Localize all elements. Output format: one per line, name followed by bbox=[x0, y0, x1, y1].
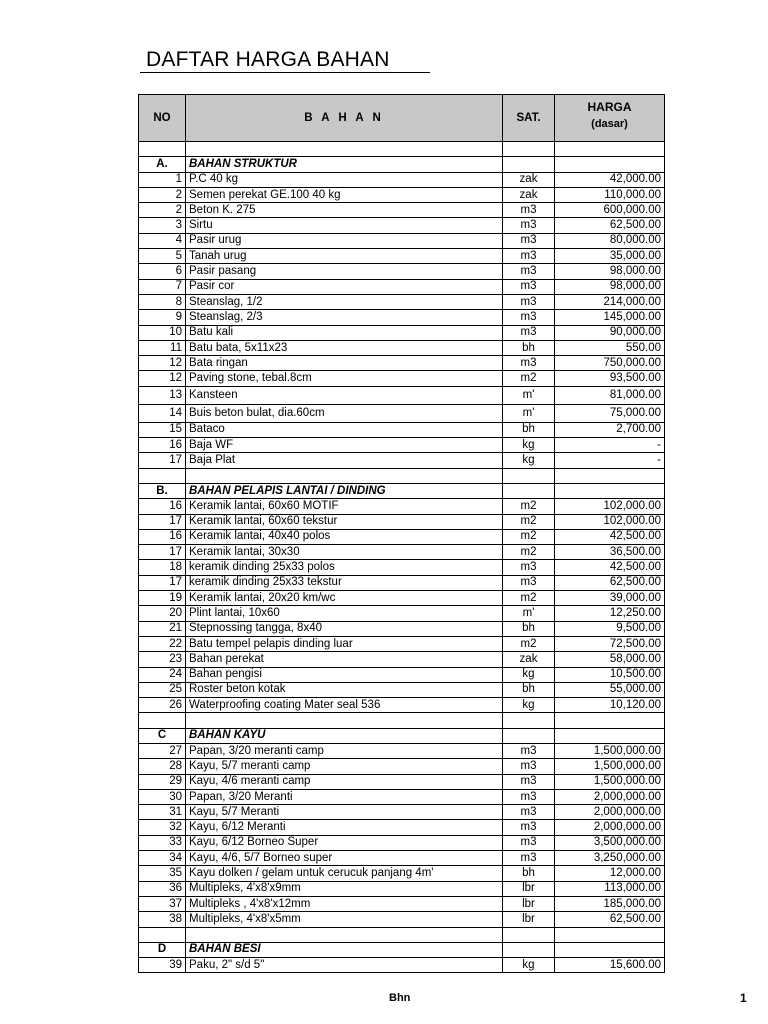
cell-harga: 10,120.00 bbox=[555, 698, 665, 713]
price-table bbox=[138, 94, 665, 973]
cell-bahan: Batu tempel pelapis dinding luar bbox=[186, 636, 503, 651]
cell-bahan: Kayu, 4/6 meranti camp bbox=[186, 774, 503, 789]
cell-harga: 2,700.00 bbox=[555, 422, 665, 437]
cell-no: 23 bbox=[139, 652, 186, 667]
cell-sat: m3 bbox=[503, 759, 555, 774]
cell-sat: m2 bbox=[503, 545, 555, 560]
cell-sat: kg bbox=[503, 453, 555, 468]
table-header-row bbox=[139, 95, 665, 142]
cell-harga: 1,500,000.00 bbox=[555, 759, 665, 774]
cell-bahan: Sirtu bbox=[186, 218, 503, 233]
table-row bbox=[139, 591, 665, 606]
blank-row bbox=[139, 713, 665, 728]
cell-sat: m' bbox=[503, 606, 555, 621]
table-row bbox=[139, 912, 665, 927]
cell-harga: 113,000.00 bbox=[555, 881, 665, 896]
cell-bahan: Tanah urug bbox=[186, 249, 503, 264]
cell-sat bbox=[503, 927, 555, 942]
cell-no: 13 bbox=[139, 386, 186, 404]
cell-bahan: keramik dinding 25x33 tekstur bbox=[186, 575, 503, 590]
cell-no: 34 bbox=[139, 851, 186, 866]
cell-bahan: Bahan perekat bbox=[186, 652, 503, 667]
cell-harga: 2,000,000.00 bbox=[555, 805, 665, 820]
cell-sat: bh bbox=[503, 422, 555, 437]
header-harga-sub: (dasar) bbox=[591, 118, 628, 130]
cell-bahan: Batu kali bbox=[186, 325, 503, 340]
cell-sat: m3 bbox=[503, 325, 555, 340]
cell-bahan: Keramik lantai, 60x60 MOTIF bbox=[186, 499, 503, 514]
cell-sat: m3 bbox=[503, 560, 555, 575]
cell-no bbox=[139, 713, 186, 728]
cell-bahan: Kayu, 6/12 Meranti bbox=[186, 820, 503, 835]
cell-harga: 62,500.00 bbox=[555, 575, 665, 590]
cell-sat: zak bbox=[503, 652, 555, 667]
page-title: DAFTAR HARGA BAHAN bbox=[146, 48, 390, 71]
cell-sat: m3 bbox=[503, 279, 555, 294]
section-row bbox=[139, 942, 665, 957]
table-row bbox=[139, 340, 665, 355]
cell-bahan: Roster beton kotak bbox=[186, 682, 503, 697]
cell-no: 10 bbox=[139, 325, 186, 340]
table-row bbox=[139, 422, 665, 437]
cell-sat bbox=[503, 728, 555, 743]
cell-bahan: Buis beton bulat, dia.60cm bbox=[186, 404, 503, 422]
cell-sat: m3 bbox=[503, 774, 555, 789]
cell-harga: 12,000.00 bbox=[555, 866, 665, 881]
cell-bahan bbox=[186, 927, 503, 942]
cell-harga: 2,000,000.00 bbox=[555, 820, 665, 835]
table-row bbox=[139, 958, 665, 973]
cell-bahan: Keramik lantai, 30x30 bbox=[186, 545, 503, 560]
cell-no: 16 bbox=[139, 438, 186, 453]
cell-bahan: Pasir pasang bbox=[186, 264, 503, 279]
table-row bbox=[139, 667, 665, 682]
table-row bbox=[139, 682, 665, 697]
cell-harga bbox=[555, 142, 665, 157]
cell-harga: 550.00 bbox=[555, 340, 665, 355]
cell-bahan: Steanslag, 1/2 bbox=[186, 294, 503, 309]
table-row bbox=[139, 264, 665, 279]
cell-bahan: Pasir urug bbox=[186, 233, 503, 248]
section-code: B. bbox=[139, 483, 186, 498]
cell-no: 33 bbox=[139, 835, 186, 850]
cell-sat: zak bbox=[503, 187, 555, 202]
cell-harga: 1,500,000.00 bbox=[555, 774, 665, 789]
cell-no: 21 bbox=[139, 621, 186, 636]
cell-no: 4 bbox=[139, 233, 186, 248]
cell-harga: 98,000.00 bbox=[555, 264, 665, 279]
cell-bahan: Baja Plat bbox=[186, 453, 503, 468]
cell-no: 26 bbox=[139, 698, 186, 713]
cell-harga: 42,000.00 bbox=[555, 172, 665, 187]
cell-no: 2 bbox=[139, 187, 186, 202]
header-no: NO bbox=[139, 95, 186, 142]
table-row bbox=[139, 514, 665, 529]
cell-bahan: Keramik lantai, 20x20 km/wc bbox=[186, 591, 503, 606]
cell-sat: kg bbox=[503, 958, 555, 973]
table-row bbox=[139, 310, 665, 325]
cell-harga: 2,000,000.00 bbox=[555, 789, 665, 804]
cell-sat: kg bbox=[503, 698, 555, 713]
cell-harga bbox=[555, 468, 665, 483]
header-sat: SAT. bbox=[503, 95, 555, 142]
page-number: 1 bbox=[740, 991, 747, 1005]
cell-sat: m3 bbox=[503, 575, 555, 590]
cell-sat: m3 bbox=[503, 820, 555, 835]
cell-harga bbox=[555, 483, 665, 498]
cell-sat bbox=[503, 483, 555, 498]
section-title: BAHAN PELAPIS LANTAI / DINDING bbox=[186, 483, 503, 498]
cell-no: 17 bbox=[139, 514, 186, 529]
cell-bahan: Papan, 3/20 meranti camp bbox=[186, 743, 503, 758]
cell-sat: m2 bbox=[503, 371, 555, 386]
cell-bahan: Waterproofing coating Mater seal 536 bbox=[186, 698, 503, 713]
header-harga bbox=[555, 95, 665, 142]
cell-sat: m3 bbox=[503, 310, 555, 325]
cell-harga: 10,500.00 bbox=[555, 667, 665, 682]
table-row bbox=[139, 325, 665, 340]
cell-harga bbox=[555, 728, 665, 743]
header-bahan: B A H A N bbox=[186, 95, 503, 142]
cell-no: 9 bbox=[139, 310, 186, 325]
cell-no: 20 bbox=[139, 606, 186, 621]
cell-harga: 36,500.00 bbox=[555, 545, 665, 560]
cell-harga: 145,000.00 bbox=[555, 310, 665, 325]
footer-sheet-label: Bhn bbox=[389, 992, 411, 1004]
section-code: C bbox=[139, 728, 186, 743]
table-row bbox=[139, 172, 665, 187]
cell-sat: bh bbox=[503, 340, 555, 355]
cell-sat: m3 bbox=[503, 356, 555, 371]
cell-bahan: Paku, 2" s/d 5" bbox=[186, 958, 503, 973]
cell-no: 35 bbox=[139, 866, 186, 881]
cell-no: 32 bbox=[139, 820, 186, 835]
cell-no: 14 bbox=[139, 404, 186, 422]
cell-bahan: Multipleks, 4'x8'x9mm bbox=[186, 881, 503, 896]
cell-harga: 1,500,000.00 bbox=[555, 743, 665, 758]
cell-no: 27 bbox=[139, 743, 186, 758]
cell-sat: m2 bbox=[503, 591, 555, 606]
cell-harga: 98,000.00 bbox=[555, 279, 665, 294]
cell-bahan: Multipleks, 4'x8'x5mm bbox=[186, 912, 503, 927]
cell-no: 17 bbox=[139, 545, 186, 560]
cell-no: 15 bbox=[139, 422, 186, 437]
cell-sat: m3 bbox=[503, 805, 555, 820]
cell-no: 19 bbox=[139, 591, 186, 606]
cell-bahan: Multipleks , 4'x8'x12mm bbox=[186, 896, 503, 911]
cell-harga: 72,500.00 bbox=[555, 636, 665, 651]
table-row bbox=[139, 805, 665, 820]
cell-harga: 42,500.00 bbox=[555, 560, 665, 575]
cell-sat: m3 bbox=[503, 203, 555, 218]
cell-sat: m' bbox=[503, 404, 555, 422]
cell-sat: m2 bbox=[503, 514, 555, 529]
cell-bahan: keramik dinding 25x33 polos bbox=[186, 560, 503, 575]
cell-bahan: Semen perekat GE.100 40 kg bbox=[186, 187, 503, 202]
cell-sat: zak bbox=[503, 172, 555, 187]
table-row bbox=[139, 575, 665, 590]
cell-no: 12 bbox=[139, 371, 186, 386]
cell-harga: 12,250.00 bbox=[555, 606, 665, 621]
section-row bbox=[139, 157, 665, 172]
cell-bahan: Kayu dolken / gelam untuk cerucuk panjang 4m' bbox=[186, 866, 503, 881]
cell-no: 5 bbox=[139, 249, 186, 264]
cell-harga bbox=[555, 927, 665, 942]
cell-bahan: Kayu, 4/6, 5/7 Borneo super bbox=[186, 851, 503, 866]
table-row bbox=[139, 356, 665, 371]
cell-harga: 214,000.00 bbox=[555, 294, 665, 309]
cell-bahan: Stepnossing tangga, 8x40 bbox=[186, 621, 503, 636]
cell-no: 22 bbox=[139, 636, 186, 651]
cell-sat: lbr bbox=[503, 896, 555, 911]
section-code: D bbox=[139, 942, 186, 957]
cell-harga bbox=[555, 713, 665, 728]
cell-no: 2 bbox=[139, 203, 186, 218]
cell-harga: 62,500.00 bbox=[555, 218, 665, 233]
section-title: BAHAN KAYU bbox=[186, 728, 503, 743]
cell-bahan: Bata ringan bbox=[186, 356, 503, 371]
cell-sat: m3 bbox=[503, 743, 555, 758]
table-row bbox=[139, 279, 665, 294]
table-row bbox=[139, 453, 665, 468]
table-row bbox=[139, 621, 665, 636]
cell-sat bbox=[503, 157, 555, 172]
cell-sat: m3 bbox=[503, 264, 555, 279]
cell-bahan: Baja WF bbox=[186, 438, 503, 453]
cell-no: 17 bbox=[139, 575, 186, 590]
cell-bahan bbox=[186, 713, 503, 728]
cell-no bbox=[139, 142, 186, 157]
cell-harga: 102,000.00 bbox=[555, 514, 665, 529]
cell-bahan: Bataco bbox=[186, 422, 503, 437]
table-row bbox=[139, 203, 665, 218]
cell-bahan: Kayu, 5/7 Meranti bbox=[186, 805, 503, 820]
cell-sat: lbr bbox=[503, 912, 555, 927]
cell-harga: 90,000.00 bbox=[555, 325, 665, 340]
cell-bahan: Plint lantai, 10x60 bbox=[186, 606, 503, 621]
table-row bbox=[139, 545, 665, 560]
cell-harga: - bbox=[555, 438, 665, 453]
cell-harga: 93,500.00 bbox=[555, 371, 665, 386]
table-row bbox=[139, 529, 665, 544]
table-row bbox=[139, 835, 665, 850]
cell-bahan: Batu bata, 5x11x23 bbox=[186, 340, 503, 355]
cell-bahan: Keramik lantai, 40x40 polos bbox=[186, 529, 503, 544]
cell-sat: bh bbox=[503, 682, 555, 697]
cell-bahan: Kayu, 6/12 Borneo Super bbox=[186, 835, 503, 850]
table-row bbox=[139, 759, 665, 774]
cell-sat: kg bbox=[503, 438, 555, 453]
blank-row bbox=[139, 468, 665, 483]
cell-bahan: Keramik lantai, 60x60 tekstur bbox=[186, 514, 503, 529]
cell-no: 31 bbox=[139, 805, 186, 820]
cell-no: 12 bbox=[139, 356, 186, 371]
table-row bbox=[139, 560, 665, 575]
table-row bbox=[139, 404, 665, 422]
cell-harga: 3,250,000.00 bbox=[555, 851, 665, 866]
cell-harga: 600,000.00 bbox=[555, 203, 665, 218]
cell-no: 3 bbox=[139, 218, 186, 233]
header-harga-label: HARGA bbox=[587, 100, 632, 114]
cell-sat: m2 bbox=[503, 529, 555, 544]
cell-no bbox=[139, 927, 186, 942]
table-row bbox=[139, 499, 665, 514]
cell-bahan: Steanslag, 2/3 bbox=[186, 310, 503, 325]
cell-no: 38 bbox=[139, 912, 186, 927]
cell-bahan: Papan, 3/20 Meranti bbox=[186, 789, 503, 804]
cell-harga bbox=[555, 157, 665, 172]
blank-row bbox=[139, 142, 665, 157]
cell-sat bbox=[503, 713, 555, 728]
cell-harga: 110,000.00 bbox=[555, 187, 665, 202]
table-row bbox=[139, 438, 665, 453]
cell-sat: m2 bbox=[503, 499, 555, 514]
cell-sat: m3 bbox=[503, 294, 555, 309]
cell-harga: 9,500.00 bbox=[555, 621, 665, 636]
cell-harga: 102,000.00 bbox=[555, 499, 665, 514]
table-row bbox=[139, 187, 665, 202]
table-row bbox=[139, 294, 665, 309]
cell-harga: 58,000.00 bbox=[555, 652, 665, 667]
cell-bahan: Bahan pengisi bbox=[186, 667, 503, 682]
cell-bahan: Pasir cor bbox=[186, 279, 503, 294]
cell-sat: bh bbox=[503, 866, 555, 881]
cell-harga bbox=[555, 942, 665, 957]
table-row bbox=[139, 743, 665, 758]
cell-no: 36 bbox=[139, 881, 186, 896]
cell-no: 18 bbox=[139, 560, 186, 575]
table-row bbox=[139, 698, 665, 713]
cell-no: 37 bbox=[139, 896, 186, 911]
cell-harga: 39,000.00 bbox=[555, 591, 665, 606]
table-row bbox=[139, 249, 665, 264]
table-row bbox=[139, 851, 665, 866]
table-row bbox=[139, 652, 665, 667]
cell-no: 8 bbox=[139, 294, 186, 309]
cell-no: 1 bbox=[139, 172, 186, 187]
cell-harga: - bbox=[555, 453, 665, 468]
cell-bahan: Paving stone, tebal.8cm bbox=[186, 371, 503, 386]
table-row bbox=[139, 386, 665, 404]
table-row bbox=[139, 218, 665, 233]
cell-harga: 3,500,000.00 bbox=[555, 835, 665, 850]
section-row bbox=[139, 728, 665, 743]
section-code: A. bbox=[139, 157, 186, 172]
table-row bbox=[139, 866, 665, 881]
cell-no: 30 bbox=[139, 789, 186, 804]
section-row bbox=[139, 483, 665, 498]
cell-sat: bh bbox=[503, 621, 555, 636]
title-underline bbox=[140, 72, 430, 73]
cell-no: 16 bbox=[139, 499, 186, 514]
cell-sat bbox=[503, 142, 555, 157]
cell-no: 16 bbox=[139, 529, 186, 544]
cell-bahan: P.C 40 kg bbox=[186, 172, 503, 187]
cell-harga: 185,000.00 bbox=[555, 896, 665, 911]
cell-bahan: Beton K. 275 bbox=[186, 203, 503, 218]
cell-sat: m3 bbox=[503, 233, 555, 248]
cell-harga: 80,000.00 bbox=[555, 233, 665, 248]
cell-no: 29 bbox=[139, 774, 186, 789]
table-row bbox=[139, 636, 665, 651]
cell-no: 28 bbox=[139, 759, 186, 774]
cell-sat: m3 bbox=[503, 218, 555, 233]
cell-no bbox=[139, 468, 186, 483]
cell-no: 24 bbox=[139, 667, 186, 682]
cell-harga: 750,000.00 bbox=[555, 356, 665, 371]
cell-harga: 35,000.00 bbox=[555, 249, 665, 264]
cell-bahan: Kansteen bbox=[186, 386, 503, 404]
cell-sat: m3 bbox=[503, 851, 555, 866]
section-title: BAHAN BESI bbox=[186, 942, 503, 957]
cell-sat: kg bbox=[503, 667, 555, 682]
cell-sat: m' bbox=[503, 386, 555, 404]
cell-no: 17 bbox=[139, 453, 186, 468]
cell-no: 39 bbox=[139, 958, 186, 973]
cell-sat: m2 bbox=[503, 636, 555, 651]
table-row bbox=[139, 789, 665, 804]
cell-no: 11 bbox=[139, 340, 186, 355]
cell-sat bbox=[503, 942, 555, 957]
table-body bbox=[139, 142, 665, 973]
cell-harga: 62,500.00 bbox=[555, 912, 665, 927]
cell-harga: 15,600.00 bbox=[555, 958, 665, 973]
cell-bahan bbox=[186, 468, 503, 483]
cell-sat: m3 bbox=[503, 789, 555, 804]
table-row bbox=[139, 881, 665, 896]
cell-sat: m3 bbox=[503, 835, 555, 850]
table-row bbox=[139, 233, 665, 248]
cell-no: 6 bbox=[139, 264, 186, 279]
cell-sat bbox=[503, 468, 555, 483]
blank-row bbox=[139, 927, 665, 942]
section-title: BAHAN STRUKTUR bbox=[186, 157, 503, 172]
cell-sat: lbr bbox=[503, 881, 555, 896]
cell-harga: 55,000.00 bbox=[555, 682, 665, 697]
cell-harga: 81,000.00 bbox=[555, 386, 665, 404]
cell-no: 25 bbox=[139, 682, 186, 697]
table-row bbox=[139, 371, 665, 386]
cell-sat: m3 bbox=[503, 249, 555, 264]
table-row bbox=[139, 820, 665, 835]
table-row bbox=[139, 896, 665, 911]
cell-no: 7 bbox=[139, 279, 186, 294]
table-row bbox=[139, 606, 665, 621]
cell-bahan bbox=[186, 142, 503, 157]
cell-harga: 75,000.00 bbox=[555, 404, 665, 422]
cell-harga: 42,500.00 bbox=[555, 529, 665, 544]
table-row bbox=[139, 774, 665, 789]
cell-bahan: Kayu, 5/7 meranti camp bbox=[186, 759, 503, 774]
